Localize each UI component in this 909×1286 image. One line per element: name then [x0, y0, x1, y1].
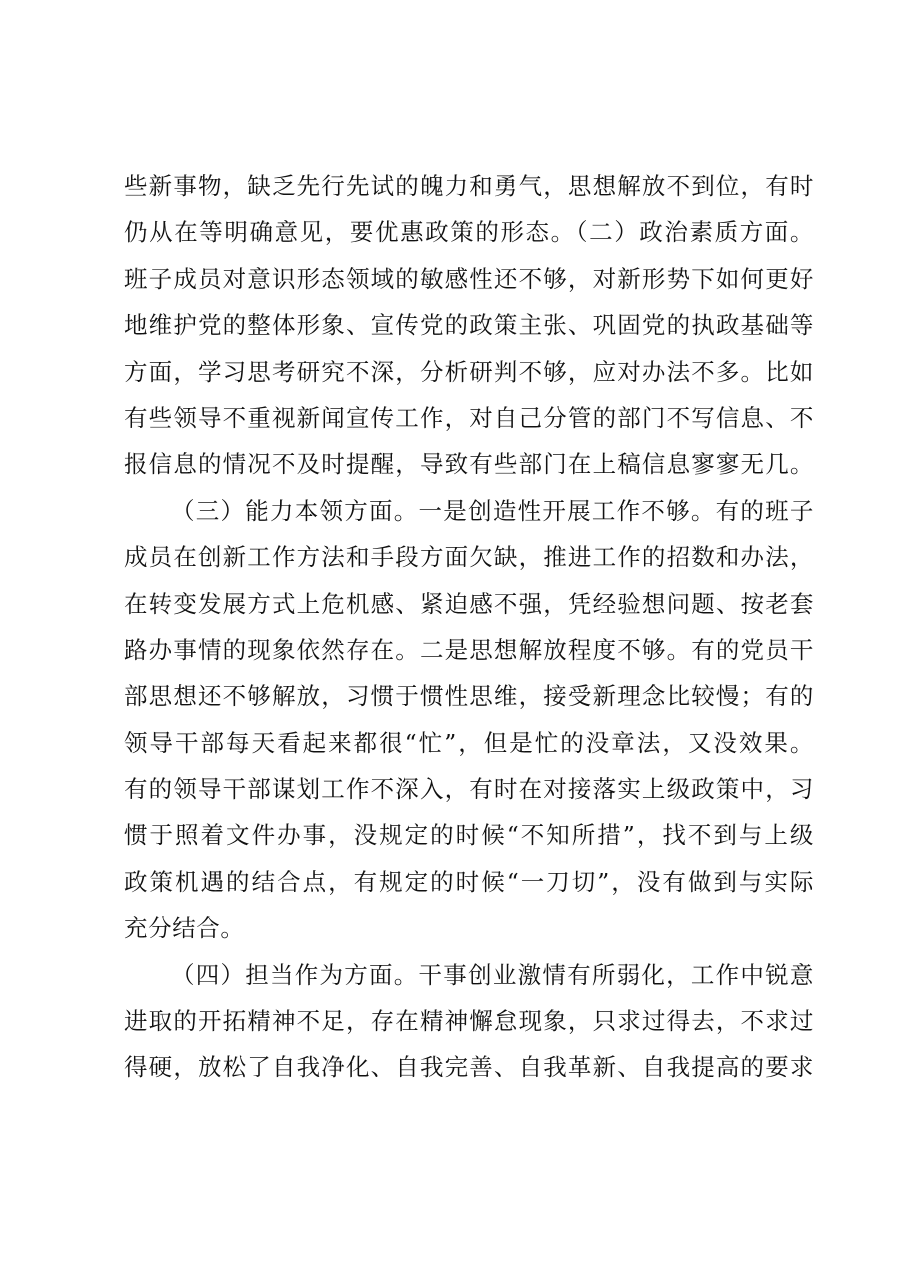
text-line: 有的领导干部谋划工作不深入，有时在对接落实上级政策中，习 — [124, 775, 814, 804]
text-line: 充分结合。 — [124, 914, 245, 943]
text-line: 得硬，放松了自我净化、自我完善、自我革新、自我提高的要求 — [124, 1053, 814, 1082]
text-line: （四）担当作为方面。干事创业激情有所弱化，工作中锐意 — [171, 960, 814, 989]
text-line: 仍从在等明确意见，要优惠政策的形态。（二）政治素质方面。 — [124, 218, 814, 247]
text-line: 政策机遇的结合点，有规定的时候“一刀切”，没有做到与实际 — [124, 867, 814, 896]
text-line: （三）能力本领方面。一是创造性开展工作不够。有的班子 — [171, 496, 814, 525]
text-line: 些新事物，缺乏先行先试的魄力和勇气，思想解放不到位，有时 — [124, 172, 814, 200]
document-body — [124, 163, 814, 1091]
text-line: 在转变发展方式上危机感、紧迫感不强，凭经验想问题、按老套 — [124, 589, 814, 618]
text-line: 方面，学习思考研究不深，分析研判不够，应对办法不多。比如 — [124, 357, 814, 386]
text-line: 报信息的情况不及时提醒，导致有些部门在上稿信息寥寥无几。 — [124, 450, 814, 479]
text-line: 班子成员对意识形态领域的敏感性还不够，对新形势下如何更好 — [124, 264, 814, 293]
text-line: 有些领导不重视新闻宣传工作，对自己分管的部门不写信息、不 — [124, 403, 814, 432]
text-line: 地维护党的整体形象、宣传党的政策主张、巩固党的执政基础等 — [124, 311, 814, 340]
text-line: 领导干部每天看起来都很“忙”，但是忙的没章法，又没效果。 — [124, 728, 814, 757]
text-line: 进取的开拓精神不足，存在精神懈怠现象，只求过得去，不求过 — [124, 1007, 814, 1036]
text-line: 路办事情的现象依然存在。二是思想解放程度不够。有的党员干 — [124, 635, 814, 664]
text-line: 惯于照着文件办事，没规定的时候“不知所措”，找不到与上级 — [124, 821, 814, 850]
text-line: 部思想还不够解放，习惯于惯性思维，接受新理念比较慢；有的 — [124, 682, 814, 711]
text-line: 成员在创新工作方法和手段方面欠缺，推进工作的招数和办法， — [124, 543, 814, 572]
